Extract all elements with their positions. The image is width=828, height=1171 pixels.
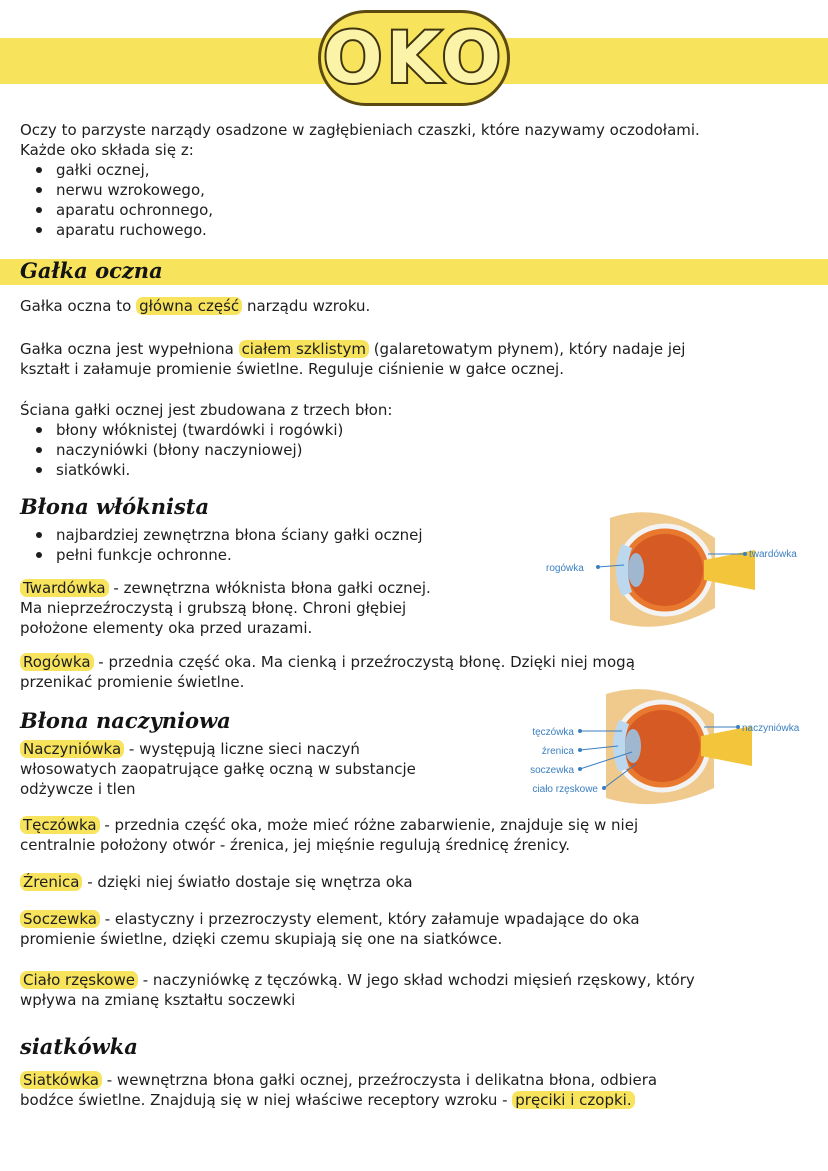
- label-naczyniowka: naczyniówka: [742, 723, 800, 734]
- list-item: aparatu ruchowego.: [20, 220, 213, 240]
- teczowka-line-2: centralnie położony otwór - źrenica, jej mięśnie regulują średnicę źrenicy.: [20, 836, 571, 854]
- eye-diagram-1: [540, 508, 810, 628]
- rogowka-line-1: Rogówka - przednia część oka. Ma cienką i przeźroczystą błonę. Dzięki niej mogą: [20, 652, 635, 672]
- label-soczewka: soczewka: [530, 765, 574, 776]
- label-teczowka: tęczówka: [532, 727, 574, 738]
- term-siatkowka: Siatkówka: [20, 1071, 102, 1089]
- list-item: nerwu wzrokowego,: [20, 180, 213, 200]
- heading-siatkowka: siatkówka: [20, 1034, 138, 1059]
- list-item: pełni funkcje ochronne.: [20, 545, 423, 565]
- list-item: naczyniówki (błony naczyniowej): [20, 440, 343, 460]
- highlight: główna część: [136, 297, 242, 315]
- highlight: ciałem szklistym: [239, 340, 369, 358]
- term-zrenica: Źrenica: [20, 873, 82, 891]
- intro-line-1: Oczy to parzyste narządy osadzone w zagłębieniach czaszki, które nazywamy oczodołami.: [20, 121, 700, 139]
- galka-p2: Gałka oczna jest wypełniona ciałem szklistym (galaretowatym płynem), który nadaje jej: [20, 340, 686, 358]
- galka-p1: Gałka oczna to główna część narządu wzroku.: [20, 297, 371, 315]
- term-twardowka: Twardówka: [20, 579, 109, 597]
- wloknista-list: [20, 525, 423, 565]
- page-title: OKO: [322, 17, 506, 99]
- zrenica-line-1: Źrenica - dzięki niej światło dostaje się wnętrza oka: [20, 872, 413, 892]
- label-cialo-rzeskowe: ciało rzęskowe: [532, 784, 598, 795]
- list-item: błony włóknistej (twardówki i rogówki): [20, 420, 343, 440]
- soczewka-line-2: promienie świetlne, dzięki czemu skupiają się one na siatkówce.: [20, 930, 503, 948]
- rogowka-line-2: przenikać promienie świetlne.: [20, 673, 245, 691]
- list-item: najbardziej zewnętrzna błona ściany gałki ocznej: [20, 525, 423, 545]
- lens: [625, 729, 641, 763]
- heading-galka-oczna: Gałka oczna: [20, 258, 163, 283]
- term-naczyniowka: Naczyniówka: [20, 740, 124, 758]
- twardowka-line-3: położone elementy oka przed urazami.: [20, 619, 313, 637]
- twardowka-line-2: Ma nieprzeźroczystą i grubszą błonę. Chroni głębiej: [20, 599, 407, 617]
- siatkowka-line-1: Siatkówka - wewnętrzna błona gałki ocznej, przeźroczysta i delikatna błona, odbiera: [20, 1070, 657, 1090]
- teczowka-line-1: Tęczówka - przednia część oka, może mieć różne zabarwienie, znajduje się w niej: [20, 815, 638, 835]
- galka-list: [20, 420, 343, 480]
- label-rogowka: rogówka: [546, 563, 584, 574]
- cialo-line-2: wpływa na zmianę kształtu soczewki: [20, 991, 296, 1009]
- list-item: siatkówki.: [20, 460, 343, 480]
- siatkowka-line-2: bodźce świetlne. Znajdują się w niej właściwe receptory wzroku - pręciki i czopki.: [20, 1090, 635, 1110]
- naczyniowka-line-1: Naczyniówka - występują liczne sieci naczyń: [20, 739, 360, 759]
- naczyniowka-line-2: włosowatych zaopatrujące gałkę oczną w substancje: [20, 760, 416, 778]
- highlight: pręciki i czopki.: [512, 1091, 634, 1109]
- galka-p3: Ściana gałki ocznej jest zbudowana z trzech błon:: [20, 401, 393, 419]
- intro-line-2: Każde oko składa się z:: [20, 141, 194, 159]
- term-soczewka: Soczewka: [20, 910, 100, 928]
- label-zrenica: źrenica: [541, 746, 574, 757]
- list-item: aparatu ochronnego,: [20, 200, 213, 220]
- heading-blona-naczyniowa: Błona naczyniowa: [20, 708, 231, 733]
- label-twardowka: twardówka: [749, 549, 797, 560]
- list-item: gałki ocznej,: [20, 160, 213, 180]
- term-teczowka: Tęczówka: [20, 816, 100, 834]
- galka-p2-line2: kształt i załamuje promienie świetlne. Reguluje ciśnienie w gałce ocznej.: [20, 360, 564, 378]
- term-cialo-rzeskowe: Ciało rzęskowe: [20, 971, 138, 989]
- twardowka-line-1: Twardówka - zewnętrzna włóknista błona gałki ocznej.: [20, 578, 431, 598]
- soczewka-line-1: Soczewka - elastyczny i przezroczysty element, który załamuje wpadające do oka: [20, 909, 640, 929]
- term-rogowka: Rogówka: [20, 653, 94, 671]
- lens: [628, 553, 644, 587]
- intro-list: [20, 160, 213, 240]
- heading-blona-wloknista: Błona włóknista: [20, 494, 210, 519]
- eye-diagram-2: [494, 686, 810, 806]
- cialo-line-1: Ciało rzęskowe - naczyniówkę z tęczówką. W jego skład wchodzi mięsień rzęskowy, który: [20, 970, 695, 990]
- naczyniowka-line-3: odżywcze i tlen: [20, 780, 136, 798]
